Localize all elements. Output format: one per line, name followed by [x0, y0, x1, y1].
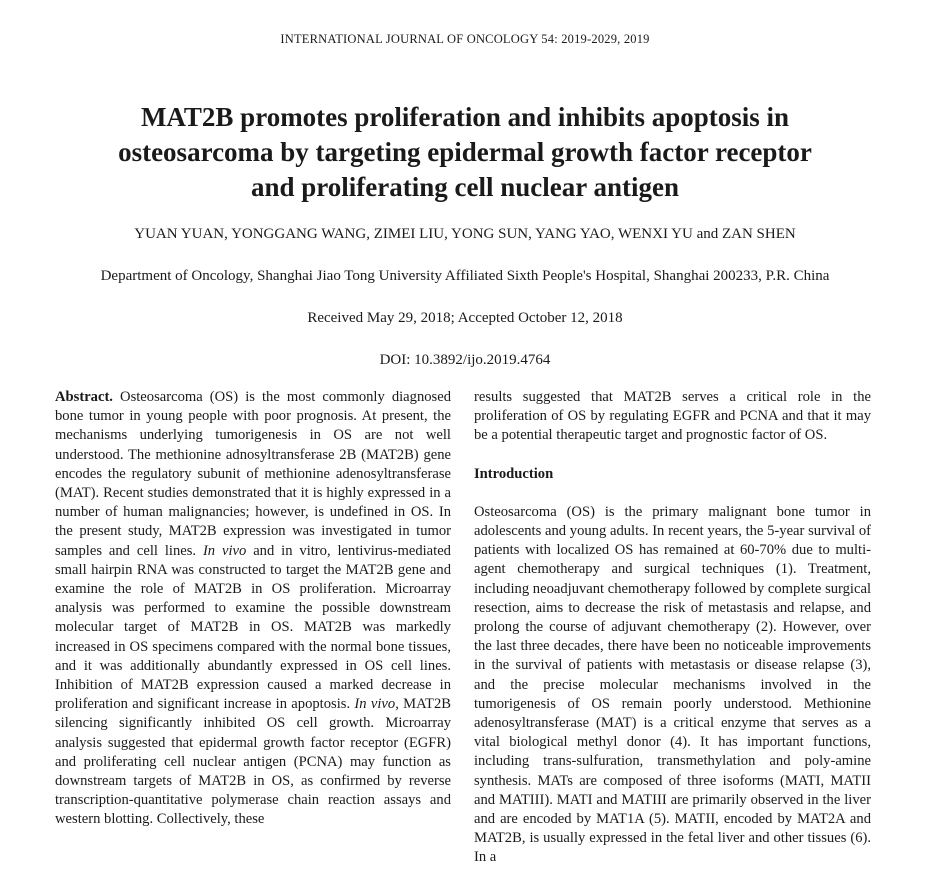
abstract-in-vivo-2: In vivo — [354, 696, 396, 713]
running-head: INTERNATIONAL JOURNAL OF ONCOLOGY 54: 2019-2029, 2019 — [280, 32, 650, 46]
abstract-text-part-1: Osteosarcoma (OS) is the most commonly diagnosed bone tumor in young people with poor prognosis. At present, the mechanisms underlying tumorigenesis in OS are not well understood. The methionine adnosyltransferase 2B (MAT2B) gene encodes the regulatory subunit of methionine adenosyltransferase (MAT). Recent studies demonstrated that it is highly expressed in a number of human malignancies; however, is undefined in OS. In the present study, MAT2B expression was investigated in tumor samples and cell lines. — [55, 389, 451, 559]
abstract-label: Abstract. — [55, 389, 113, 405]
abstract-continuation: results suggested that MAT2B serves a critical role in the proliferation of OS by regulating EGFR and PCNA and that it may be a potential therapeutic target and prognostic factor of OS. — [474, 389, 871, 444]
received-accepted-dates: Received May 29, 2018; Accepted October 12, 2018 — [307, 310, 623, 326]
doi: DOI: 10.3892/ijo.2019.4764 — [379, 352, 551, 368]
abstract-paragraph — [55, 388, 451, 830]
right-column — [474, 388, 871, 868]
abstract-in-vivo-1: In vivo — [202, 542, 247, 559]
left-column — [55, 388, 451, 830]
introduction-paragraph: Osteosarcoma (OS) is the primary malignant bone tumor in adolescents and young adults. In recent years, the 5-year survival of patients with localized OS has remained at 60-70% due to multi-agent chemotherapy and surgical techniques (1). Treatment, including neoadjuvant chemotherapy followed by complete surgical resection, aims to decrease the risk of metastasis and relapse, and prolong the course of adjuvant chemotherapy (2). However, over the last three decades, there have been no noticeable improvements in the survival of patients with metastasis or disease relapse (3), and the precise molecular mechanisms involved in the tumorigenesis of OS remain poorly understood. Methionine adenosyltransferase (MAT) is a critical enzyme that serves as a vital biological methyl donor (4). It has important functions, including trans-sulfuration, transmethylation and poly-amine synthesis. MATs are composed of three isoforms (MATI, MATII and MATIII). MATI and MATIII are primarily observed in the liver and are encoded by MAT1A (5). MATII, encoded by MAT2A and MAT2B, is usually expressed in the fetal liver and other tissues (6). In a — [474, 503, 871, 866]
author-list: YUAN YUAN, YONGGANG WANG, ZIMEI LIU, YONG SUN, YANG YAO, WENXI YU and ZAN SHEN — [134, 226, 796, 242]
abstract-text-part-3: , MAT2B silencing significantly inhibited OS cell growth. Microarray analysis suggested that epidermal growth factor receptor (EGFR) and proliferating cell nuclear antigen (PCNA) may function as downstream targets of MAT2B in OS, as confirmed by reverse transcription-quantitative polymerase chain reaction assays and western blotting. Collectively, these — [55, 696, 451, 828]
abstract-text-part-2: and in vitro, lentivirus-mediated small hairpin RNA was constructed to target the MAT2B gene and examine the role of MAT2B in OS proliferation. Microarray analysis was performed to examine the possible downstream molecular target of MAT2B in OS. MAT2B was markedly increased in OS specimens compared with the normal bone tissues, and it was additionally abundantly expressed in OS cell lines. Inhibition of MAT2B expression caused a marked decrease in proliferation and significant increase in apoptosis. — [55, 542, 451, 713]
article-title: MAT2B promotes proliferation and inhibits apoptosis in osteosarcoma by targeting epidermal growth factor receptor and proliferating cell nuclear antigen — [118, 102, 812, 202]
introduction-heading: Introduction — [474, 465, 554, 482]
affiliation: Department of Oncology, Shanghai Jiao Tong University Affiliated Sixth People's Hospital, Shanghai 200233, P.R. China — [100, 268, 830, 284]
